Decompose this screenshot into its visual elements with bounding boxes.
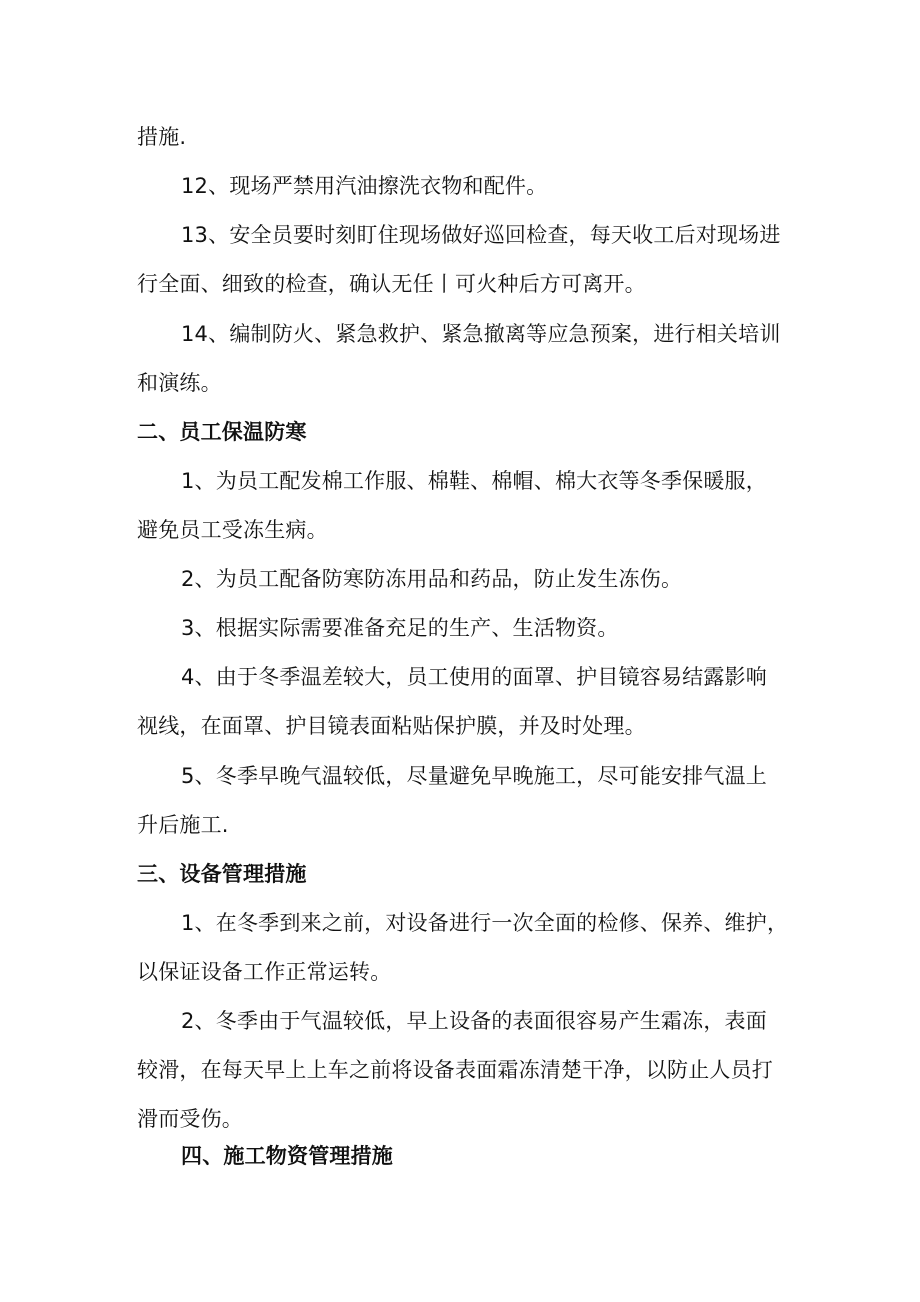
section-3-item-2-line-1: 2、冬季由于气温较低，早上设备的表面很容易产生霜冻，表面 [181, 1009, 767, 1033]
section-heading-4: 四、施工物资管理措施 [181, 1144, 393, 1168]
section-2-item-3: 3、根据实际需要准备充足的生产、生活物资。 [181, 616, 619, 640]
section-heading-2: 二、员工保温防寒 [137, 420, 307, 444]
section-2-item-1-line-2: 避免员工受冻生病。 [137, 518, 328, 542]
item-14-line-2: 和演练。 [137, 371, 222, 395]
section-2-item-2: 2、为员工配备防寒防冻用品和药品，防止发生冻伤。 [181, 567, 683, 591]
section-2-item-4-line-2: 视线，在面罩、护目镜表面粘贴保护膜，并及时处理。 [137, 714, 646, 738]
section-2-item-1-line-1: 1、为员工配发棉工作服、棉鞋、棉帽、棉大衣等冬季保暖服， [181, 469, 767, 493]
section-2-item-4-line-1: 4、由于冬季温差较大，员工使用的面罩、护目镜容易结露影响 [181, 665, 767, 689]
item-12: 12、现场严禁用汽油擦洗衣物和配件。 [181, 174, 548, 198]
section-3-item-2-line-3: 滑而受伤。 [137, 1107, 243, 1131]
section-2-item-5-line-2: 升后施工. [137, 813, 229, 837]
section-heading-3: 三、设备管理措施 [137, 862, 307, 886]
item-14-line-1: 14、编制防火、紧急救护、紧急撤离等应急预案，进行相关培训 [181, 322, 781, 346]
item-13-line-1: 13、安全员要时刻盯住现场做好巡回检查，每天收工后对现场进 [181, 223, 781, 247]
item-13-line-2: 行全面、细致的检查，确认无任丨可火种后方可离开。 [137, 272, 646, 296]
paragraph-continuation: 措施. [137, 125, 187, 149]
section-3-item-1-line-1: 1、在冬季到来之前，对设备进行一次全面的检修、保养、维护， [181, 911, 789, 935]
section-2-item-5-line-1: 5、冬季早晚气温较低，尽量避免早晚施工，尽可能安排气温上 [181, 764, 767, 788]
section-3-item-2-line-2: 较滑，在每天早上上车之前将设备表面霜冻清楚干净，以防止人员打 [137, 1058, 773, 1082]
section-3-item-1-line-2: 以保证设备工作正常运转。 [137, 960, 392, 984]
